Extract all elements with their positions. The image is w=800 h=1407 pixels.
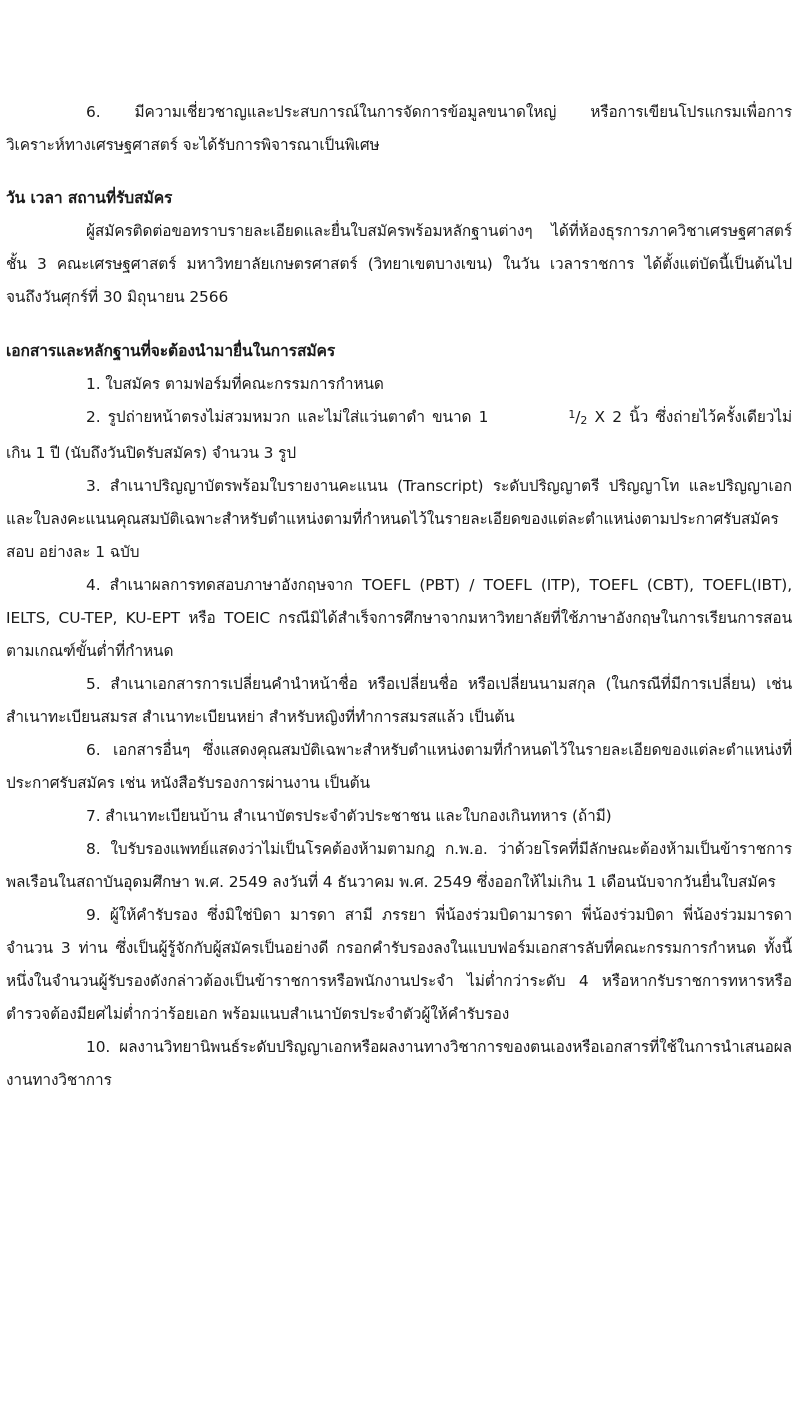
document-item-4: 4. สำเนาผลการทดสอบภาษาอังกฤษจาก TOEFL (PBT) / TOEFL (ITP), TOEFL (CBT), TOEFL(IBT), IELTS, CU-TEP, KU-EPT หรือ TOEIC กรณีมิได้สำเร็จการศึกษาจากมหาวิทยาลัยที่ใช้ภาษาอังกฤษในการเรียนการสอนตามเกณฑ์ขั้นต่ำที่กำหนด xyxy=(6,576,792,660)
document-item-8: 8. ใบรับรองแพทย์แสดงว่าไม่เป็นโรคต้องห้ามตามกฎ ก.พ.อ. ว่าด้วยโรคที่มีลักษณะต้องห้ามเป็นข้าราชการพลเรือนในสถาบันอุดมศึกษา พ.ศ. 2549 ลงวันที่ 4 ธันวาคม พ.ศ. 2549 ซึ่งออกให้ไม่เกิน 1 เดือนนับจากวันยื่นใบสมัคร xyxy=(6,840,792,891)
spacer xyxy=(6,314,792,335)
document-item-6: 6. เอกสารอื่นๆ ซึ่งแสดงคุณสมบัติเฉพาะสำหรับตำแหน่งตามที่กำหนดไว้ในรายละเอียดของแต่ละตำแหน่งที่ประกาศรับสมัคร เช่น หนังสือรับรองการผ่านงาน เป็นต้น xyxy=(6,741,792,792)
photo-size-fraction-numerator: 1 xyxy=(568,408,576,421)
apply-section-heading: วัน เวลา สถานที่รับสมัคร xyxy=(6,189,173,207)
document-item-2-text-a: 2. รูปถ่ายหน้าตรงไม่สวมหมวก และไม่ใส่แว่นตาดำ ขนาด 1 xyxy=(86,408,489,426)
document-body xyxy=(6,96,792,1097)
document-item-3: 3. สำเนาปริญญาบัตรพร้อมใบรายงานคะแนน (Transcript) ระดับปริญญาตรี ปริญญาโท และปริญญาเอก และใบลงคะแนนคุณสมบัติเฉพาะสำหรับตำแหน่งตามที่กำหนดไว้ในรายละเอียดของแต่ละตำแหน่งตามประกาศรับสมัครสอบ อย่างละ 1 ฉบับ xyxy=(6,477,792,561)
document-item-2-text-b: X 2 นิ้ว ซึ่งถ่ายไว้ครั้งเดียวไม่เกิน 1 ปี (นับถึงวันปิดรับสมัคร) จำนวน 3 รูป xyxy=(6,408,793,462)
document-item-10: 10. ผลงานวิทยานิพนธ์ระดับปริญญาเอกหรือผลงานทางวิชาการของตนเองหรือเอกสารที่ใช้ในการนำเสนอผลงานทางวิชาการ xyxy=(6,1038,792,1089)
document-item-5: 5. สำเนาเอกสารการเปลี่ยนคำนำหน้าชื่อ หรือเปลี่ยนชื่อ หรือเปลี่ยนนามสกุล (ในกรณีที่มีการเปลี่ยน) เช่น สำเนาทะเบียนสมรส สำเนาทะเบียนหย่า สำหรับหญิงที่ทำการสมรสแล้ว เป็นต้น xyxy=(6,675,792,726)
document-item-9: 9. ผู้ให้คำรับรอง ซึ่งมิใช่บิดา มารดา สามี ภรรยา พี่น้องร่วมบิดามารดา พี่น้องร่วมบิดา พี่น้องร่วมมารดา จำนวน 3 ท่าน ซึ่งเป็นผู้รู้จักกับผู้สมัครเป็นอย่างดี กรอกคำรับรองลงในแบบฟอร์มเอกสารลับที่คณะกรรมการกำหนด ทั้งนี้ หนึ่งในจำนวนผู้รับรองดังกล่าวต้องเป็นข้าราชการหรือพนักงานประจำ ไม่ต่ำกว่าระดับ 4 หรือหากรับราชการทหารหรือตำรวจต้องมียศไม่ต่ำกว่าร้อยเอก พร้อมแนบสำเนาบัตรประจำตัวผู้ให้คำรับรอง xyxy=(6,906,792,1023)
document-item-1: 1. ใบสมัคร ตามฟอร์มที่คณะกรรมการกำหนด xyxy=(86,375,384,393)
documents-section-heading: เอกสารและหลักฐานที่จะต้องนำมายื่นในการสมัคร xyxy=(6,342,336,360)
spacer xyxy=(6,162,792,182)
photo-size-fraction-denominator: 2 xyxy=(580,414,588,427)
qualification-item-6: 6. มีความเชี่ยวชาญและประสบการณ์ในการจัดการข้อมูลขนาดใหญ่ หรือการเขียนโปรแกรมเพื่อการวิเคราะห์ทางเศรษฐศาสตร์ จะได้รับการพิจารณาเป็นพิเศษ xyxy=(6,103,792,154)
document-item-7: 7. สำเนาทะเบียนบ้าน สำเนาบัตรประจำตัวประชาชน และใบกองเกินทหาร (ถ้ามี) xyxy=(86,807,612,825)
document-item-2: 2. รูปถ่ายหน้าตรงไม่สวมหมวก และไม่ใส่แว่นตาดำ ขนาด 1 1/2 X 2 นิ้ว ซึ่งถ่ายไว้ครั้งเดียวไม่เกิน 1 ปี (นับถึงวันปิดรับสมัคร) จำนวน 3 รูป xyxy=(6,408,793,462)
apply-section-body: ผู้สมัครติดต่อขอทราบรายละเอียดและยื่นใบสมัครพร้อมหลักฐานต่างๆ ได้ที่ห้องธุรการภาควิชาเศรษฐศาสตร์ ชั้น 3 คณะเศรษฐศาสตร์ มหาวิทยาลัยเกษตรศาสตร์ (วิทยาเขตบางเขน) ในวัน เวลาราชการ ได้ตั้งแต่บัดนี้เป็นต้นไป จนถึงวันศุกร์ที่ 30 มิถุนายน 2566 xyxy=(6,222,792,306)
